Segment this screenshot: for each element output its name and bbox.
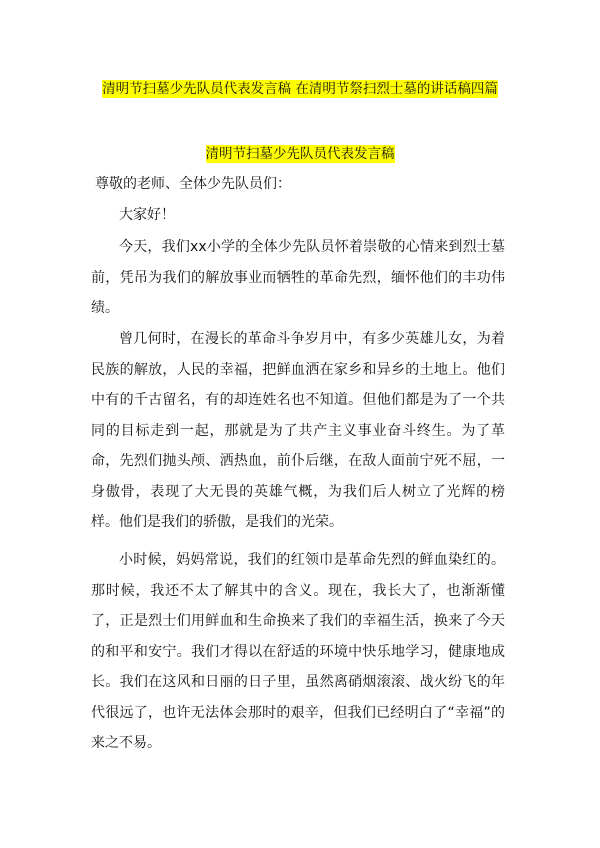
speech-subtitle-text: 清明节扫墓少先队员代表发言稿 (205, 146, 395, 162)
document-title-text: 清明节扫墓少先队员代表发言稿 在清明节祭扫烈士墓的讲话稿四篇 (102, 81, 498, 97)
paragraph-1: 今天，我们xx小学的全体少先队员怀着崇敬的心情来到烈士墓前，凭吊为我们的解放事业而牺牲的革命先烈，缅怀他们的丰功伟绩。 (91, 239, 505, 316)
speech-subtitle (0, 145, 600, 163)
document-title (0, 80, 600, 98)
salutation: 尊敬的老师、全体少先队员们： (95, 176, 291, 192)
paragraph-3: 小时候，妈妈常说，我们的红领巾是革命先烈的鲜血染红的。那时候，我还不太了解其中的含义。现在，我长大了，也渐渐懂了，正是烈士们用鲜血和生命换来了我们的幸福生活，换来了今天的和平和安宁。我们才得以在舒适的环境中快乐地学习，健康地成长。我们在这风和日丽的日子里，虽然离硝烟滚滚、战火纷飞的年代很远了，也许无法体会那时的艰辛，但我们已经明白了“幸福”的来之不易。 (91, 552, 505, 751)
paragraph-2: 曾几何时，在漫长的革命斗争岁月中，有多少英雄儿女，为着民族的解放，人民的幸福，把鲜血洒在家乡和异乡的土地上。他们中有的千古留名，有的却连姓名也不知道。但他们都是为了一个共同的目标走到一起，那就是为了共产主义事业奋斗终生。为了革命，先烈们抛头颅、洒热血，前仆后继，在敌人面前宁死不屈，一身傲骨，表现了大无畏的英雄气概，为我们后人树立了光辉的榜样。他们是我们的骄傲，是我们的光荣。 (91, 331, 505, 530)
greeting: 大家好！ (119, 207, 175, 223)
